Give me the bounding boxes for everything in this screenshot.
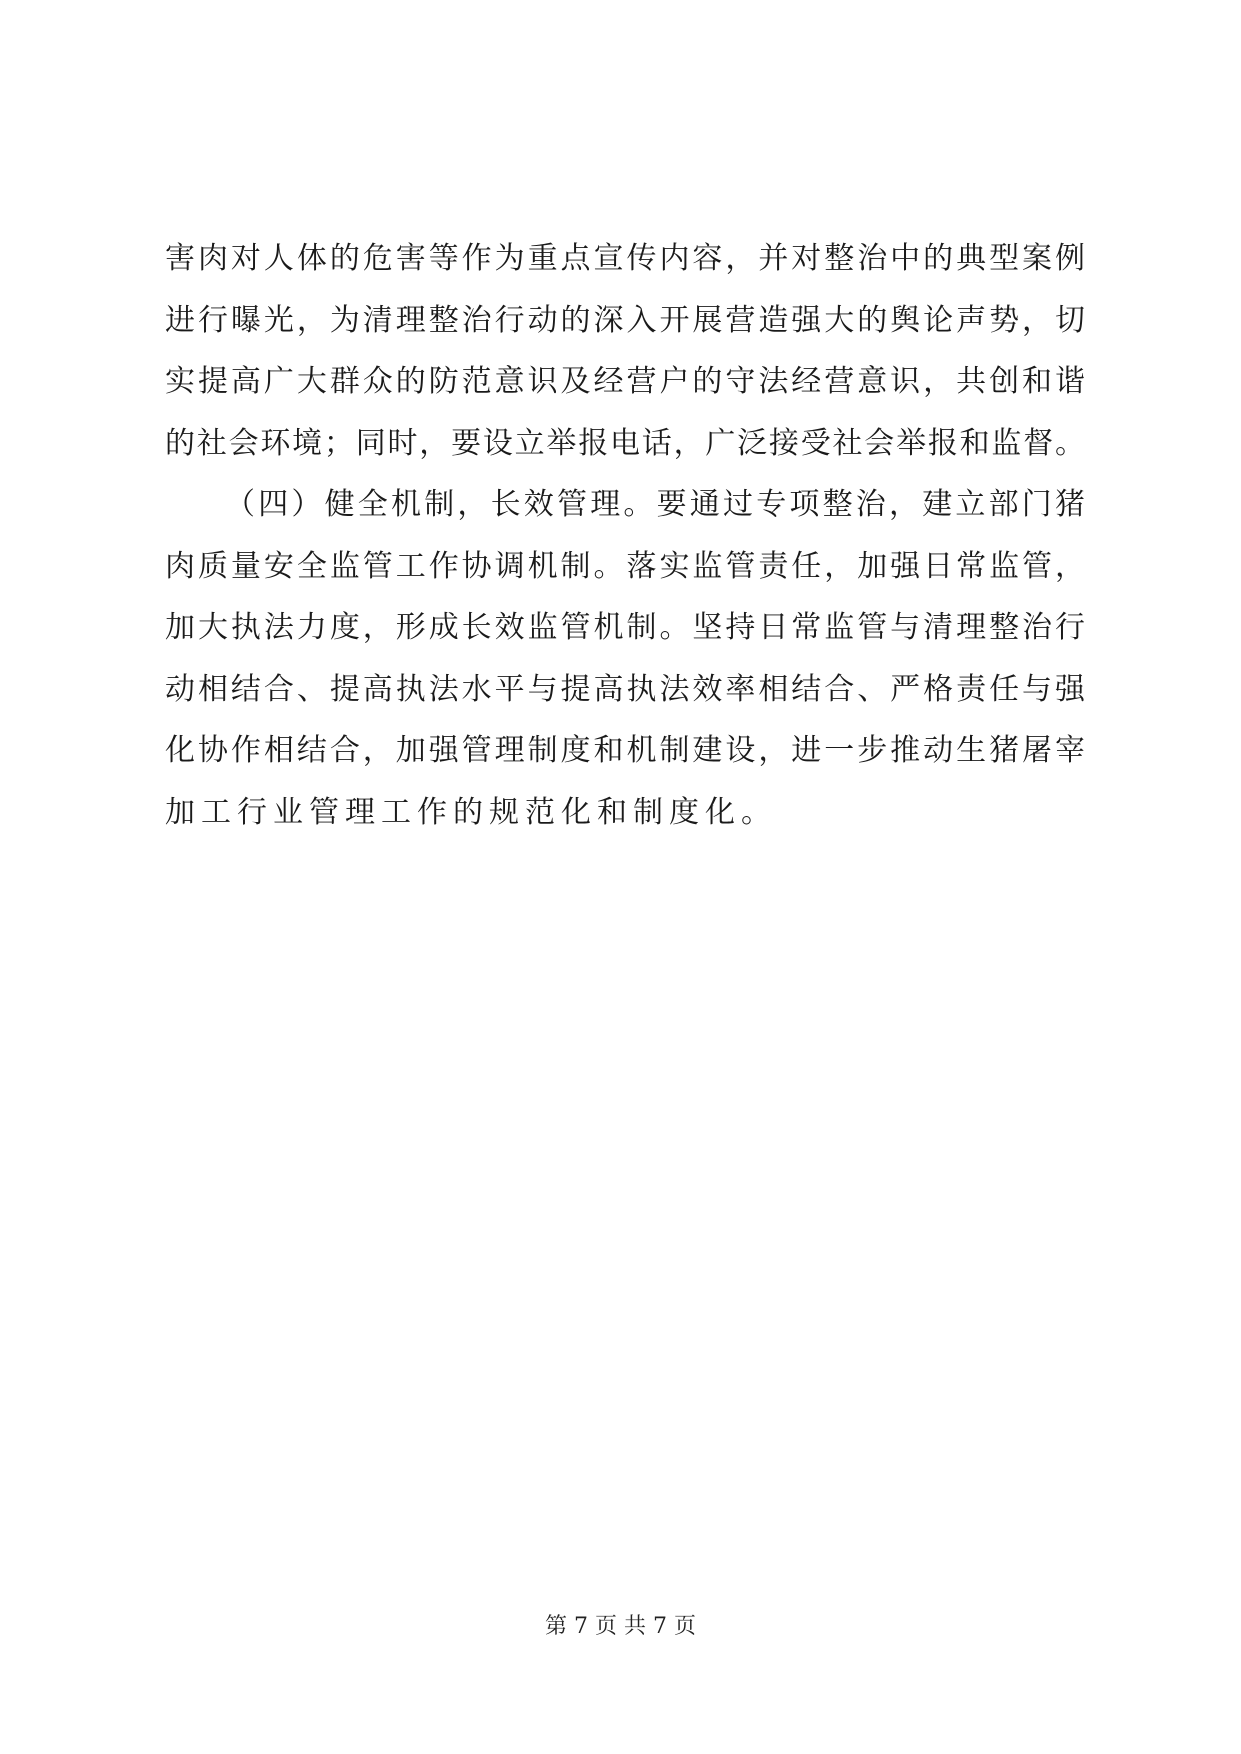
body-text	[165, 228, 1085, 843]
text-line: 化协作相结合，加强管理制度和机制建设，进一步推动生猪屠宰	[165, 733, 1085, 768]
text-line: 的社会环境；同时，要设立举报电话，广泛接受社会举报和监督。	[165, 425, 1085, 461]
section-heading-line: （四）健全机制，长效管理。要通过专项整治，建立部门猪	[225, 487, 1085, 522]
text-line: 加大执法力度，形成长效监管机制。坚持日常监管与清理整治行	[165, 610, 1085, 645]
text-line: 实提高广大群众的防范意识及经营户的守法经营意识，共创和谐	[165, 364, 1085, 399]
text-line: 进行曝光，为清理整治行动的深入开展营造强大的舆论声势，切	[165, 302, 1085, 338]
text-line: 加工行业管理工作的规范化和制度化。	[165, 794, 777, 830]
text-line: 肉质量安全监管工作协调机制。落实监管责任，加强日常监管，	[165, 548, 1085, 584]
text-line: 动相结合、提高执法水平与提高执法效率相结合、严格责任与强	[165, 671, 1085, 707]
text-line: 害肉对人体的危害等作为重点宣传内容，并对整治中的典型案例	[165, 241, 1085, 276]
page-footer: 第 7 页 共 7 页	[545, 1614, 696, 1639]
